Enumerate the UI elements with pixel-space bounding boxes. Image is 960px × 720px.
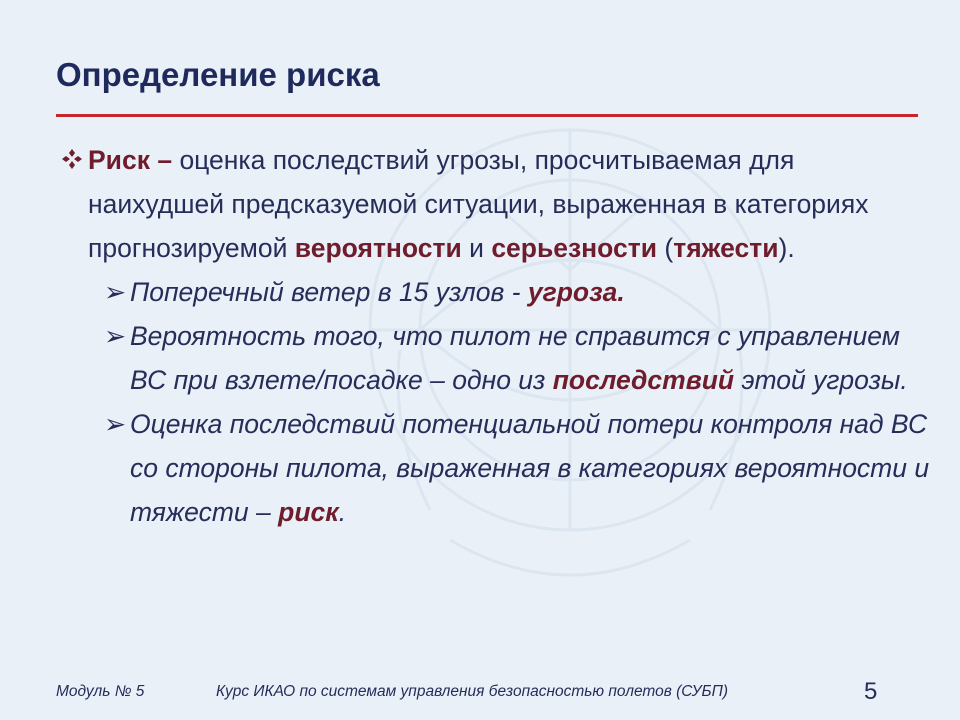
footer-module: Модуль № 5 <box>56 683 145 700</box>
sub-item-after: этой угрозы. <box>734 365 908 395</box>
arrow-bullet-icon: ➢ <box>104 321 127 351</box>
sub-item-consequence <box>104 314 930 402</box>
emphasis-probability: вероятности <box>294 233 462 263</box>
slide-content <box>60 138 930 534</box>
sub-item-emphasis: риск <box>278 497 339 527</box>
title-divider <box>56 114 918 117</box>
emphasis-severity: серьезности <box>491 233 658 263</box>
sub-item-threat <box>104 270 930 314</box>
term-risk: Риск – <box>88 145 173 175</box>
sub-item-text: Оценка последствий потенциальной потери контроля над ВС со стороны пилота, выраженная в категориях вероятности и тяжести – <box>130 409 930 527</box>
sub-item-emphasis: последствий <box>552 365 735 395</box>
sub-item-after: . <box>338 497 347 527</box>
definition-text-paren-close: ). <box>778 233 795 263</box>
page-number: 5 <box>864 678 878 705</box>
definition-text-paren-open: ( <box>657 233 674 263</box>
sub-item-text: Поперечный ветер в 15 узлов - <box>130 277 528 307</box>
diamond-bullet-icon <box>60 147 84 171</box>
main-bullet <box>60 138 930 270</box>
footer-course: Курс ИКАО по системам управления безопасностью полетов (СУБП) <box>216 683 729 700</box>
slide-title: Определение риска <box>56 56 380 93</box>
sub-item-text: Вероятность того, что пилот не справится с управлением ВС при взлете/посадке – одно из <box>130 321 900 395</box>
definition-text-and: и <box>461 233 492 263</box>
arrow-bullet-icon: ➢ <box>104 277 127 307</box>
sub-item-emphasis: угроза. <box>527 277 625 307</box>
arrow-bullet-icon: ➢ <box>104 409 127 439</box>
definition-text: оценка последствий угрозы, просчитываемая для наихудшей предсказуемой ситуации, выраженная в категориях прогнозируемой <box>88 145 869 263</box>
sub-item-risk <box>104 402 930 534</box>
emphasis-gravity: тяжести <box>673 233 779 263</box>
